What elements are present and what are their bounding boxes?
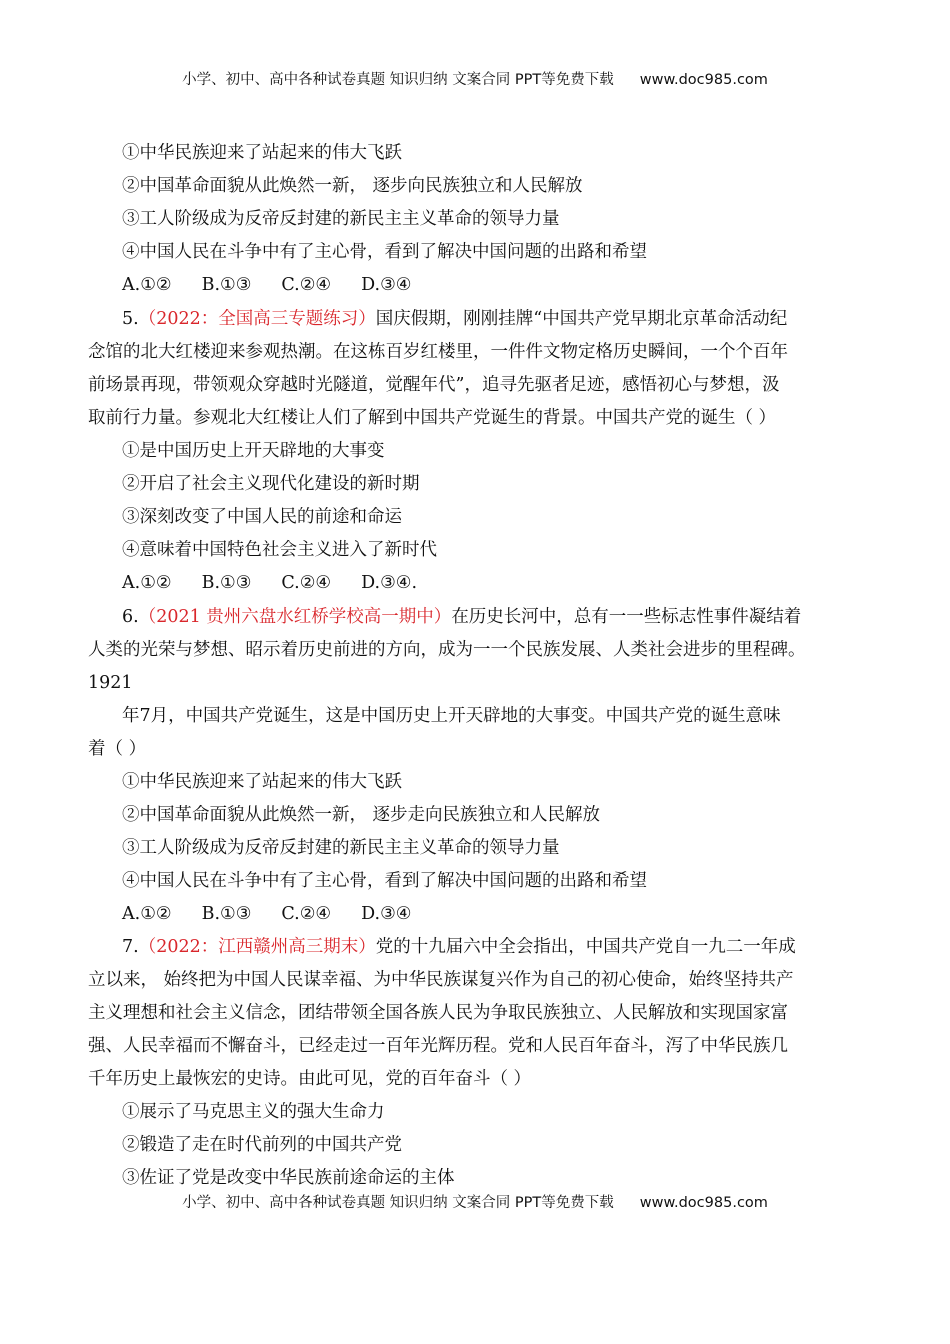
q5-options [122,569,447,597]
header-text: 小学、初中、高中各种试卷真题 知识归纳 文案合同 PPT等免费下载 [182,72,614,88]
q5-item-2: ②开启了社会主义现代化建设的新时期 [122,474,420,494]
q6-source: （2021 贵州六盘水红桥学校高一期中） [138,607,452,627]
q4-item-1: ①中华民族迎来了站起来的伟大飞跃 [122,143,402,163]
q7-stem-line-2: 立以来， 始终把为中国人民谋幸福、为中华民族谋复兴作为自己的初心使命，始终坚持共产 [88,970,794,990]
q4-item-3: ③工人阶级成为反帝反封建的新民主主义革命的领导力量 [122,209,560,229]
q6-stem-text-1: 在历史长河中，总有一一些标志性事件凝结着 [451,607,802,627]
q6-stem-line-4: 年7月，中国共产党诞生，这是中国历史上开天辟地的大事变。中国共产党的诞生意味 [122,706,781,726]
q6-number: 6. [122,607,139,627]
footer-site-link[interactable]: www.doc985.com [639,1195,768,1211]
q6-item-4: ④中国人民在斗争中有了主心骨，看到了解决中国问题的出路和希望 [122,871,647,891]
q5-option-a: A.①② [122,573,172,593]
q5-item-4: ④意味着中国特色社会主义进入了新时代 [122,540,437,560]
header-site-link[interactable]: www.doc985.com [639,72,768,88]
q6-item-2: ②中国革命面貌从此焕然一新， 逐步走向民族独立和人民解放 [122,805,601,825]
q7-number: 7. [122,937,139,957]
q4-option-d: D.③④ [361,275,412,295]
q7-stem-line-5: 千年历史上最恢宏的史诗。由此可见，党的百年奋斗（ ） [88,1069,532,1089]
q6-option-a: A.①② [122,904,172,924]
q5-stem-line-1 [122,305,787,333]
q4-option-c: C.②④ [281,275,332,295]
q6-stem-line-3: 1921 [88,673,133,693]
q5-item-1: ①是中国历史上开天辟地的大事变 [122,441,385,461]
q6-stem-line-5: 着（ ） [88,739,147,759]
q4-item-4: ④中国人民在斗争中有了主心骨，看到了解决中国问题的出路和希望 [122,242,647,262]
q6-stem-line-1 [122,603,801,631]
q7-item-2: ②锻造了走在时代前列的中国共产党 [122,1135,402,1155]
q7-item-1: ①展示了马克思主义的强大生命力 [122,1102,385,1122]
q7-item-3: ③佐证了党是改变中华民族前途命运的主体 [122,1168,455,1188]
q6-option-b: B.①③ [201,904,252,924]
q5-stem-line-2: 念馆的北大红楼迎来参观热潮。在这栋百岁红楼里，一件件文物定格历史瞬间，一个个百年 [88,342,788,362]
q7-source: （2022：江西赣州高三期末） [138,937,376,957]
q6-option-d: D.③④ [361,904,412,924]
q6-stem-line-2: 人类的光荣与梦想、昭示着历史前进的方向，成为一一个民族发展、人类社会进步的里程碑。 [88,640,806,660]
q4-options [122,271,441,299]
q5-number: 5. [122,309,139,329]
q5-option-d: D.③④. [361,573,418,593]
q5-source: （2022：全国高三专题练习） [138,309,376,329]
q5-stem-text-1: 国庆假期，刚刚挂牌“中国共产党早期北京革命活动纪 [375,309,788,329]
q5-stem-line-4: 取前行力量。参观北大红楼让人们了解到中国共产党诞生的背景。中国共产党的诞生（ ） [88,408,777,428]
footer-text: 小学、初中、高中各种试卷真题 知识归纳 文案合同 PPT等免费下载 [182,1195,614,1211]
q7-stem-line-3: 主义理想和社会主义信念，团结带领全国各族人民为争取民族独立、人民解放和实现国家富 [88,1003,788,1023]
q5-option-b: B.①③ [201,573,252,593]
q7-stem-line-1 [122,933,796,961]
q6-option-c: C.②④ [281,904,332,924]
q5-option-c: C.②④ [281,573,332,593]
q7-stem-text-1: 党的十九届六中全会指出，中国共产党自一九二一年成 [375,937,796,957]
q6-item-1: ①中华民族迎来了站起来的伟大飞跃 [122,772,402,792]
q4-item-2: ②中国革命面貌从此焕然一新， 逐步向民族独立和人民解放 [122,176,583,196]
page-header [0,68,950,89]
q7-stem-line-4: 强、人民幸福而不懈奋斗，已经走过一百年光辉历程。党和人民百年奋斗，泻了中华民族几 [88,1036,788,1056]
page-footer [0,1191,950,1212]
q6-item-3: ③工人阶级成为反帝反封建的新民主主义革命的领导力量 [122,838,560,858]
q6-options [122,900,441,928]
q4-option-a: A.①② [122,275,172,295]
q5-item-3: ③深刻改变了中国人民的前途和命运 [122,507,402,527]
q5-stem-line-3: 前场景再现，带领观众穿越时光隧道，觉醒年代”，追寻先驱者足迹，感悟初心与梦想，汲 [88,375,780,395]
q4-option-b: B.①③ [201,275,252,295]
